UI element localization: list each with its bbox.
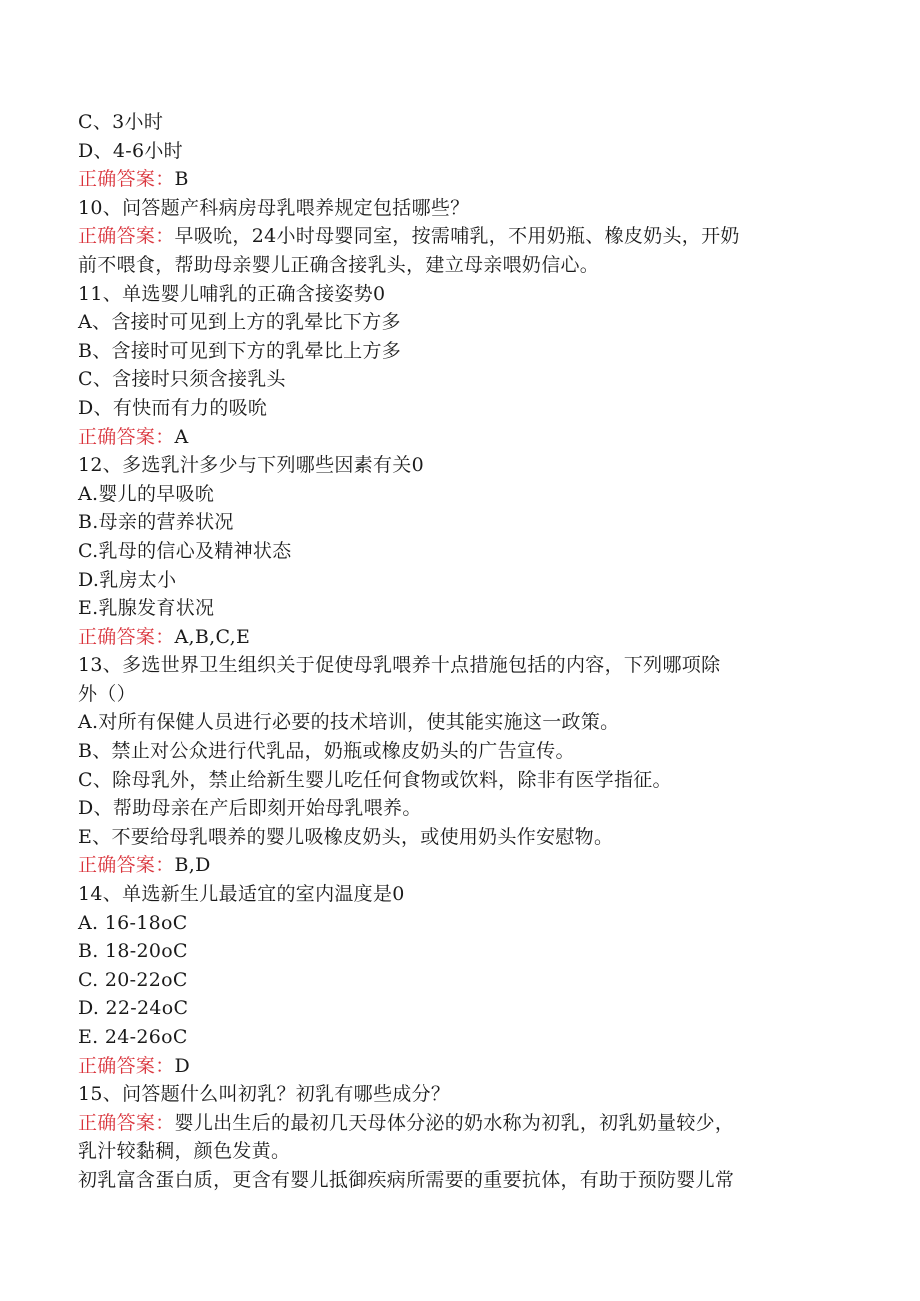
question-line: 11、单选婴儿哺乳的正确含接姿势0 xyxy=(78,282,386,305)
option-line: E.乳腺发育状况 xyxy=(78,597,215,620)
option-line: C、除母乳外，禁止给新生婴儿吃任何食物或饮料，除非有医学指征。 xyxy=(78,768,672,791)
answer-label: 正确答案： xyxy=(78,425,175,448)
option-line: C、含接时只须含接乳头 xyxy=(78,368,286,391)
option-line: A.婴儿的早吸吮 xyxy=(78,482,215,505)
option-line: D、有快而有力的吸吮 xyxy=(78,396,268,419)
answer-value: D xyxy=(174,1054,191,1077)
option-line: E、不要给母乳喂养的婴儿吸橡皮奶头，或使用奶头作安慰物。 xyxy=(78,825,614,848)
question-line: 13、多选世界卫生组织关于促使母乳喂养十点措施包括的内容，下列哪项除 xyxy=(78,654,721,677)
option-line: B.母亲的营养状况 xyxy=(78,511,234,534)
answer-line xyxy=(78,423,838,452)
option-line: E. 24-26oC xyxy=(78,1026,188,1048)
answer-label: 正确答案： xyxy=(78,625,175,648)
option-line: D. 22-24oC xyxy=(78,997,189,1020)
document-page xyxy=(78,108,838,1195)
answer-label: 正确答案： xyxy=(78,168,175,191)
answer-line xyxy=(78,165,838,194)
answer-label: 正确答案： xyxy=(78,1054,175,1077)
option-line: D、帮助母亲在产后即刻开始母乳喂养。 xyxy=(78,797,422,820)
option-line: C.乳母的信心及精神状态 xyxy=(78,539,292,562)
answer-value: B,D xyxy=(174,854,211,877)
text-line: 初乳富含蛋白质，更含有婴儿抵御疾病所需要的重要抗体，有助于预防婴儿常 xyxy=(78,1168,735,1191)
answer-label: 正确答案： xyxy=(78,854,175,877)
question-line: 14、单选新生儿最适宜的室内温度是0 xyxy=(78,883,405,906)
answer-line xyxy=(78,851,838,880)
question-line: 12、多选乳汁多少与下列哪些因素有关0 xyxy=(78,454,424,477)
option-line: D.乳房太小 xyxy=(78,568,177,591)
option-line: A.对所有保健人员进行必要的技术培训，使其能实施这一政策。 xyxy=(78,711,620,734)
question-line: 15、问答题什么叫初乳？初乳有哪些成分？ xyxy=(78,1083,451,1106)
answer-value: 婴儿出生后的最初几天母体分泌的奶水称为初乳，初乳奶量较少， xyxy=(174,1111,735,1134)
answer-value: A xyxy=(174,425,189,448)
answer-value: 早吸吮，24小时母婴同室，按需哺乳，不用奶瓶、橡皮奶头，开奶 xyxy=(174,225,740,248)
text-line: 乳汁较黏稠，颜色发黄。 xyxy=(78,1140,291,1163)
option-line: A、含接时可见到上方的乳晕比下方多 xyxy=(78,311,401,334)
answer-label: 正确答案： xyxy=(78,225,175,248)
option-line: B. 18-20oC xyxy=(78,940,188,963)
answer-label: 正确答案： xyxy=(78,1111,175,1134)
option-line: A. 16-18oC xyxy=(78,911,188,934)
option-line: C、3小时 xyxy=(78,111,164,133)
option-line: C. 20-22oC xyxy=(78,968,188,991)
answer-line xyxy=(78,1052,838,1081)
answer-line xyxy=(78,623,838,652)
answer-line xyxy=(78,1109,838,1138)
question-line: 10、问答题产科病房母乳喂养规定包括哪些？ xyxy=(78,196,470,219)
option-line: B、禁止对公众进行代乳品，奶瓶或橡皮奶头的广告宣传。 xyxy=(78,740,575,763)
answer-value: A,B,C,E xyxy=(174,625,251,648)
text-line: 前不喂食，帮助母亲婴儿正确含接乳头，建立母亲喂奶信心。 xyxy=(78,253,600,276)
answer-value: B xyxy=(174,168,189,191)
option-line: D、4-6小时 xyxy=(78,139,183,162)
text-line: 外（） xyxy=(78,682,136,705)
option-line: B、含接时可见到下方的乳晕比上方多 xyxy=(78,339,402,362)
answer-line xyxy=(78,222,838,251)
